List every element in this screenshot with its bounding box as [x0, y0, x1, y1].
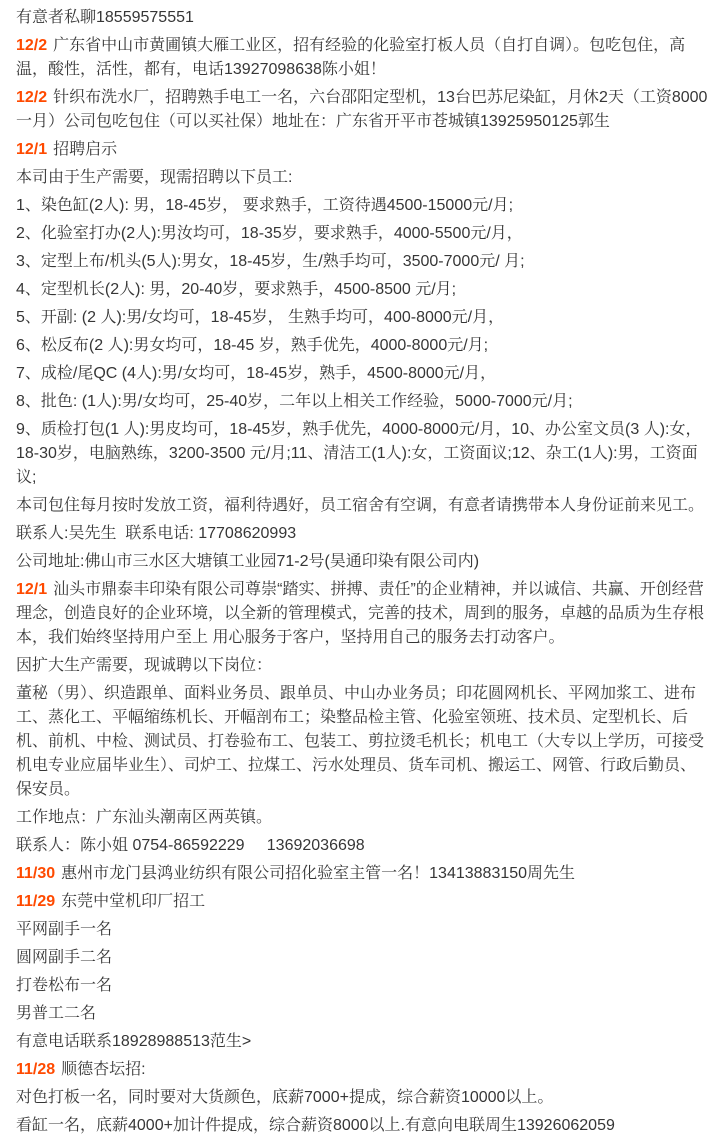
post-paragraph-text: 惠州市龙门县鸿业纺织有限公司招化验室主管一名！13413883150周先生 — [61, 865, 576, 882]
post-paragraph-text: 东莞中堂机印厂招工 — [61, 893, 206, 910]
post-paragraph — [16, 418, 709, 490]
post-paragraph — [16, 890, 709, 914]
post-paragraph — [16, 522, 709, 546]
post-paragraph-text: 有意电话联系18928988513范生> — [16, 1033, 252, 1050]
post-paragraph — [16, 682, 709, 802]
post-paragraph — [16, 862, 709, 886]
post-paragraph-text: 公司地址:佛山市三水区大塘镇工业园71-2号(昊通印染有限公司内) — [16, 553, 480, 570]
post-paragraph — [16, 946, 709, 970]
post-paragraph — [16, 1086, 709, 1110]
post-paragraph-text: 1、染色缸(2人): 男，18-45岁， 要求熟手，工资待遇4500-15000元/月; — [16, 197, 514, 214]
post-date-label: 11/30 — [16, 865, 56, 882]
post-paragraph-text: 男普工二名 — [16, 1005, 97, 1022]
post-paragraph — [16, 494, 709, 518]
post-paragraph — [16, 334, 709, 358]
post-paragraph — [16, 278, 709, 302]
post-paragraph-text: 因扩大生产需要，现诚聘以下岗位： — [16, 657, 273, 674]
post-paragraph — [16, 194, 709, 218]
post-paragraph-text: 9、质检打包(1 人):男皮均可，18-45岁，熟手优先，4000-8000元/月，10、办公室文员(3 人):女，18-30岁，电脑熟练，3200-3500 元/月;11、清洁工(1人):女，工资面议;12、杂工(1人):男，工资面议; — [16, 421, 702, 486]
post-date-label: 11/29 — [16, 893, 56, 910]
post-paragraph-text: 有意者私聊18559575551 — [16, 9, 194, 26]
post-paragraph-text: 圆网副手二名 — [16, 949, 113, 966]
post-paragraph — [16, 974, 709, 998]
post-date-label: 12/2 — [16, 37, 48, 54]
post-paragraph-text: 3、定型上布/机头(5人):男女，18-45岁，生/熟手均可，3500-7000元/ 月; — [16, 253, 525, 270]
post-date-label: 11/28 — [16, 1061, 56, 1078]
post-paragraph — [16, 138, 709, 162]
post-paragraph-text: 5、开副: (2 人):男/女均可，18-45岁， 生熟手均可，400-8000元/月， — [16, 309, 505, 326]
post-paragraph-text: 8、批色: (1人):男/女均可，25-40岁，二年以上相关工作经验，5000-7000元/月; — [16, 393, 573, 410]
post-paragraph-text: 本司由于生产需要，现需招聘以下员工: — [16, 169, 293, 186]
post-paragraph — [16, 6, 709, 30]
post-paragraph-text: 对色打板一名，同时要对大货颜色，底薪7000+提成，综合薪资10000以上。 — [16, 1089, 554, 1106]
post-paragraph-text: 2、化验室打办(2人):男汝均可，18-35岁，要求熟手，4000-5500元/月， — [16, 225, 523, 242]
post-paragraph — [16, 222, 709, 246]
post-paragraph-text: 平网副手一名 — [16, 921, 113, 938]
post-paragraph-text: 7、成检/尾QC (4人):男/女均可，18-45岁，熟手，4500-8000元/月， — [16, 365, 497, 382]
post-date-label: 12/1 — [16, 581, 48, 598]
post-paragraph — [16, 1002, 709, 1026]
post-date-label: 12/1 — [16, 141, 48, 158]
post-paragraph-text: 顺德杏坛招: — [61, 1061, 146, 1078]
post-date-label: 12/2 — [16, 89, 48, 106]
post-paragraph — [16, 1030, 709, 1054]
post-paragraph — [16, 34, 709, 82]
post-paragraph — [16, 806, 709, 830]
post-paragraph-text: 汕头市鼎泰丰印染有限公司尊崇“踏实、拼搏、责任”的企业精神，并以诚信、共赢、开创经营理念，创造良好的企业环境，以全新的管理模式，完善的技术，周到的服务，卓越的品质为生存根本，我们始终坚持用户至上 用心服务于客户，坚持用自己的服务去打动客户。 — [16, 581, 705, 646]
post-paragraph — [16, 86, 709, 134]
post-paragraph-text: 广东省中山市黄圃镇大雁工业区，招有经验的化验室打板人员（自打自调）。包吃包住，高温，酸性，活性，都有，电话13927098638陈小姐！ — [16, 37, 686, 78]
post-paragraph — [16, 250, 709, 274]
post-paragraph-text: 招聘启示 — [53, 141, 118, 158]
post-paragraph-text: 4、定型机长(2人): 男，20-40岁，要求熟手，4500-8500 元/月; — [16, 281, 457, 298]
post-paragraph — [16, 390, 709, 414]
post-paragraph-text: 工作地点：广东汕头潮南区两英镇。 — [16, 809, 273, 826]
post-paragraph-text: 看缸一名，底薪4000+加计件提成，综合薪资8000以上.有意向电联周生13926062059 — [16, 1117, 615, 1134]
post-paragraph-text: 打卷松布一名 — [16, 977, 113, 994]
post-paragraph — [16, 166, 709, 190]
post-paragraph-text: 联系人：陈小姐 0754-86592229 13692036698 — [16, 837, 365, 854]
post-paragraph — [16, 834, 709, 858]
post-paragraph-text: 董秘（男）、织造跟单、面料业务员、跟单员、中山办业务员；印花圆网机长、平网加浆工、进布工、蒸化工、平幅缩练机长、开幅剖布工；染整品检主管、化验室领班、技术员、定型机长、后机、前机、中检、测试员、打卷验布工、包装工、剪拉烫毛机长；机电工（大专以上学历，可接受机电专业应届毕业生）、司炉工、拉煤工、污水处理员、货车司机、搬运工、网管、行政后勤员、保安员。 — [16, 685, 705, 798]
post-paragraph — [16, 1114, 709, 1138]
post-paragraph — [16, 306, 709, 330]
post-paragraph-text: 针织布洗水厂，招聘熟手电工一名，六台邵阳定型机，13台巴苏尼染缸，月休2天（工资8000一月）公司包吃包住（可以买社保）地址在：广东省开平市苍城镇13925950125郭生 — [16, 89, 708, 130]
post-paragraph-text: 联系人:吴先生 联系电话: 17708620993 — [16, 525, 297, 542]
post-paragraph — [16, 654, 709, 678]
post-paragraph — [16, 918, 709, 942]
post-paragraph-text: 本司包住每月按时发放工资，福利待遇好，员工宿舍有空调，有意者请携带本人身份证前来见工。 — [16, 497, 705, 514]
post-paragraph — [16, 1058, 709, 1082]
post-paragraph-text: 6、松反布(2 人):男女均可，18-45 岁，熟手优先，4000-8000元/月; — [16, 337, 489, 354]
post-paragraph — [16, 362, 709, 386]
post-paragraph — [16, 550, 709, 574]
post-paragraph — [16, 578, 709, 650]
